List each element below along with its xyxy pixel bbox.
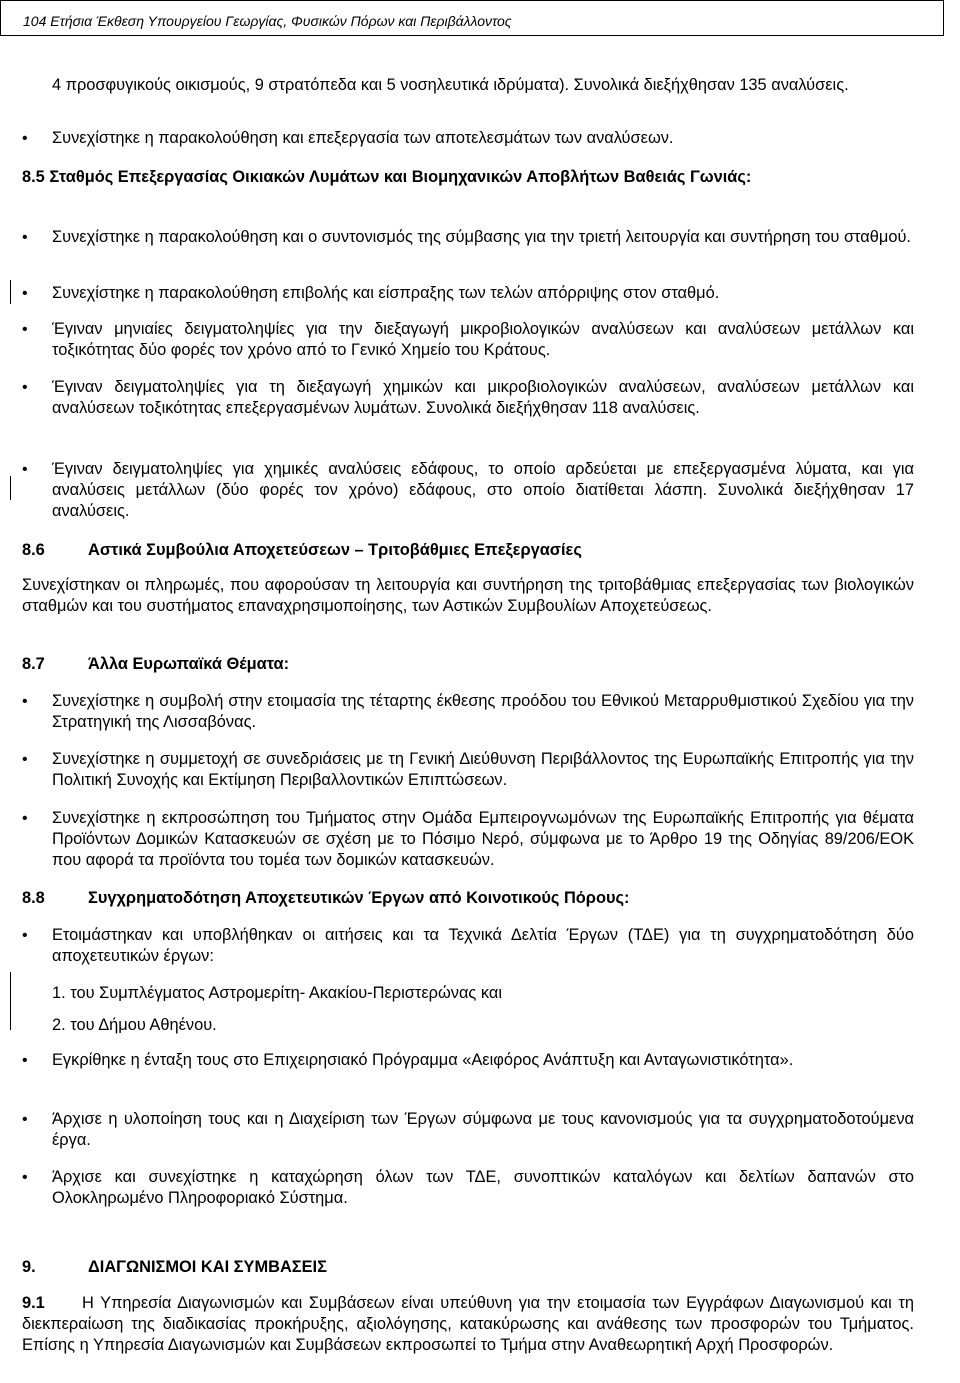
paragraph (22, 575, 914, 617)
heading-number: 8.6 (22, 541, 45, 559)
list-item (52, 319, 914, 361)
list-item (52, 459, 914, 522)
list-item-text: Έγιναν μηνιαίες δειγματοληψίες για την διεξαγωγή μικροβιολογικών αναλύσεων και αναλύσεων μετάλλων και τοξικότητας δύο φορές τον χρόνο από το Γενικό Χημείο του Κράτους. (52, 320, 914, 359)
heading-text: Αστικά Συμβούλια Αποχετεύσεων – Τριτοβάθμιες Επεξεργασίες (88, 541, 582, 559)
list-item-text: Συνεχίστηκε η συμμετοχή σε συνεδριάσεις με τη Γενική Διεύθυνση Περιβάλλοντος της Ευρωπαϊκής Επιτροπής για την Πολιτική Συνοχής και Εκτίμηση Περιβαλλοντικών Επιπτώσεων. (52, 750, 914, 789)
list-item (52, 128, 914, 149)
list-item-text: Εγκρίθηκε η ένταξη τους στο Επιχειρησιακό Πρόγραμμα «Αειφόρος Ανάπτυξη και Ανταγωνιστικότητα». (52, 1051, 794, 1069)
list-item (52, 227, 914, 248)
list-item-text: Συνεχίστηκε η παρακολούθηση επιβολής και είσπραξης των τελών απόρριψης στον σταθμό. (52, 284, 720, 302)
section-heading-8-5 (22, 167, 914, 188)
section-heading-8-8 (22, 888, 914, 909)
paragraph-text: Η Υπηρεσία Διαγωνισμών και Συμβάσεων είναι υπεύθυνη για την ετοιμασία των Εγγράφων Διαγωνισμού και τη διεκπεραίωση της διαδικασίας προκήρυξης, αξιολόγησης, κατακύρωσης και ανάθεσης των προσφορών του Τμήματος. Επίσης η Υπηρεσία Διαγωνισμών και Συμβάσεων εκπροσωπεί το Τμήμα στην Αναθεωρητική Αρχή Προσφορών. (22, 1294, 914, 1354)
heading-number: 8.7 (22, 655, 45, 673)
list-item (52, 925, 914, 967)
paragraph-9-1 (22, 1293, 914, 1356)
heading-number: 9. (22, 1258, 36, 1276)
paragraph-text: Συνεχίστηκαν οι πληρωμές, που αφορούσαν τη λειτουργία και συντήρηση της τριτοβάθμιας επεξεργασίας των βιολογικών σταθμών και του συστήματος επαναχρησιμοποίησης, των Αστικών Συμβουλίων Αποχετεύσεως. (22, 576, 914, 615)
section-heading-8-7 (22, 654, 914, 675)
list-item-text: Συνεχίστηκε η εκπροσώπηση του Τμήματος στην Ομάδα Εμπειρογνωμόνων της Ευρωπαϊκής Επιτροπής για θέματα Προϊόντων Δομικών Κατασκευών σε σχέση με το Πόσιμο Νερό, σύμφωνα με το Άρθρο 19 της Οδηγίας 89/206/ΕΟΚ που αφορά τα προϊόντα του τομέα των δομικών κατασκευών. (52, 809, 914, 869)
ordered-item-text: 2. του Δήμου Αθηένου. (52, 1016, 217, 1034)
list-item-text: Συνεχίστηκε η παρακολούθηση και επεξεργασία των αποτελεσμάτων των αναλύσεων. (52, 129, 674, 147)
list-item (52, 1109, 914, 1151)
list-item (52, 377, 914, 419)
list-item-text: Συνεχίστηκε η παρακολούθηση και ο συντονισμός της σύμβασης για την τριετή λειτουργία και συντήρηση του σταθμού. (52, 228, 911, 246)
page-header (0, 0, 944, 36)
heading-text: 8.5 Σταθμός Επεξεργασίας Οικιακών Λυμάτων και Βιομηχανικών Αποβλήτων Βαθειάς Γωνιάς: (22, 168, 752, 186)
list-item-text: Έγιναν δειγματοληψίες για τη διεξαγωγή χημικών και μικροβιολογικών αναλύσεων, αναλύσεων μετάλλων και αναλύσεων τοξικότητας επεξεργασμένων λυμάτων. Συνολικά διεξήχθησαν 118 αναλύσεις. (52, 378, 914, 417)
heading-text: ΔΙΑΓΩΝΙΣΜΟΙ ΚΑΙ ΣΥΜΒΑΣΕΙΣ (88, 1258, 327, 1276)
list-item (52, 283, 914, 304)
list-item (52, 1050, 914, 1071)
heading-number: 8.8 (22, 889, 45, 907)
list-item-text: Συνεχίστηκε η συμβολή στην ετοιμασία της τέταρτης έκθεσης προόδου του Εθνικού Μεταρρυθμιστικού Σχεδίου για την Στρατηγική της Λισσαβόνας. (52, 692, 914, 731)
change-bar (10, 972, 11, 1030)
list-item-text: Άρχισε και συνεχίστηκε η καταχώρηση όλων των ΤΔΕ, συνοπτικών καταλόγων και δελτίων δαπανών στο Ολοκληρωμένο Πληροφοριακό Σύστημα. (52, 1168, 914, 1207)
heading-number: 9.1 (22, 1294, 45, 1312)
ordered-item-text: 1. του Συμπλέγματος Αστρομερίτη- Ακακίου-Περιστερώνας και (52, 984, 502, 1002)
list-item (52, 808, 914, 871)
change-bar (10, 280, 11, 304)
list-item (52, 691, 914, 733)
heading-text: Συγχρηματοδότηση Αποχετευτικών Έργων από Κοινοτικούς Πόρους: (88, 889, 630, 907)
list-item (52, 749, 914, 791)
list-item-text: Έγιναν δειγματοληψίες για χημικές αναλύσεις εδάφους, το οποίο αρδεύεται με επεξεργασμένα λύματα, και για αναλύσεις μετάλλων (δύο φορές τον χρόνο) εδάφους, στο οποίο διατίθεται λάσπη. Συνολικά διεξήχθησαν 17 αναλύσεις. (52, 460, 914, 520)
section-heading-8-6 (22, 540, 914, 561)
header-title: 104 Ετήσια Έκθεση Υπουργείου Γεωργίας, Φυσικών Πόρων και Περιβάλλοντος (23, 13, 512, 29)
section-heading-9 (22, 1257, 914, 1278)
list-item-text: Άρχισε η υλοποίηση τους και η Διαχείριση των Έργων σύμφωνα με τους κανονισμούς για τα συγχρηματοδοτούμενα έργα. (52, 1110, 914, 1149)
ordered-list-item (52, 983, 944, 1004)
list-item-text: Ετοιμάστηκαν και υποβλήθηκαν οι αιτήσεις και τα Τεχνικά Δελτία Έργων (ΤΔΕ) για τη συγχρηματοδότηση δύο αποχετευτικών έργων: (52, 926, 914, 965)
heading-text: Άλλα Ευρωπαϊκά Θέματα: (88, 655, 290, 673)
paragraph-text: 4 προσφυγικούς οικισμούς, 9 στρατόπεδα και 5 νοσηλευτικά ιδρύματα). Συνολικά διεξήχθησαν 135 αναλύσεις. (52, 76, 849, 94)
list-item (52, 1167, 914, 1209)
list-item-continuation (52, 75, 914, 96)
ordered-list-item (52, 1015, 944, 1036)
change-bar (10, 476, 11, 500)
